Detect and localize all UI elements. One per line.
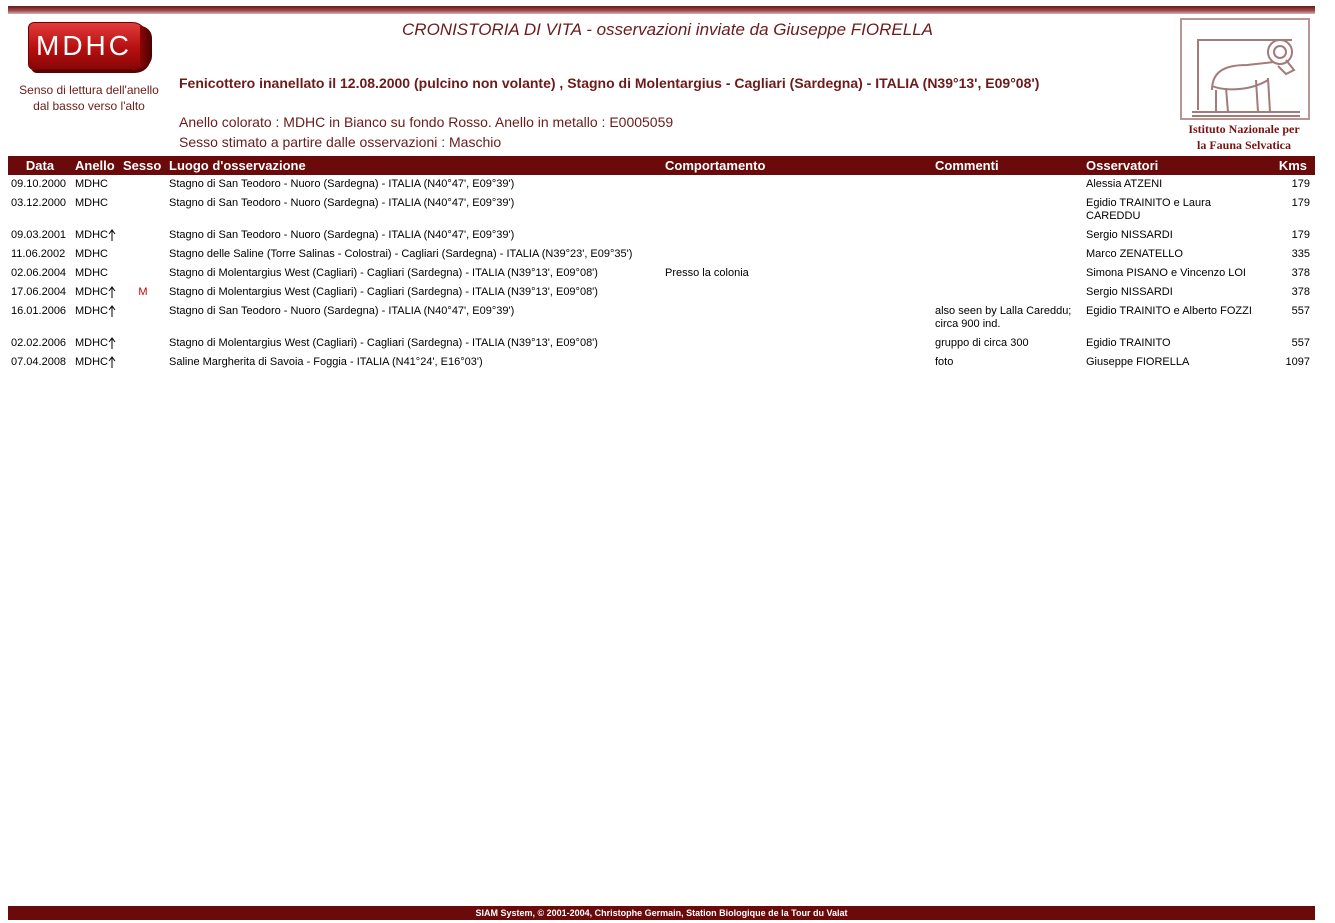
cell-comportamento xyxy=(662,194,932,226)
cell-sesso xyxy=(120,302,166,334)
cell-commenti: also seen by Lalla Careddu; circa 900 ind. xyxy=(935,305,1072,330)
cell-sesso xyxy=(120,264,166,283)
ring-code: MDHC xyxy=(75,337,108,349)
cell-sesso xyxy=(120,226,166,245)
institute-logo xyxy=(1176,18,1312,152)
cell-luogo: Stagno di Molentargius West (Cagliari) - Cagliari (Sardegna) - ITALIA (N39°13', E09°08') xyxy=(169,286,598,298)
cell-commenti xyxy=(932,283,1083,302)
cell-comportamento: Presso la colonia xyxy=(665,267,749,279)
cell-data: 09.10.2000 xyxy=(11,178,67,190)
cell-kms: 557 xyxy=(1291,337,1310,349)
cell-data: 09.03.2001 xyxy=(11,229,67,241)
ring-code: MDHC xyxy=(75,305,108,317)
cell-anello xyxy=(72,245,120,264)
ring-code: MDHC xyxy=(75,286,108,298)
reading-direction-arrow-icon xyxy=(108,305,116,318)
table-row xyxy=(8,283,1315,302)
observations-table xyxy=(8,156,1315,372)
cell-osservatori: Egidio TRAINITO e Laura CAREDDU xyxy=(1086,197,1211,222)
cell-anello xyxy=(72,334,120,353)
cell-data: 02.02.2006 xyxy=(11,337,67,349)
cell-commenti xyxy=(932,226,1083,245)
cell-osservatori: Sergio NISSARDI xyxy=(1086,286,1173,298)
reading-direction-arrow-icon xyxy=(108,337,116,350)
top-decorative-bar xyxy=(8,6,1315,14)
page-title: CRONISTORIA DI VITA - osservazioni inviate da Giuseppe FIORELLA xyxy=(402,20,933,39)
cell-anello xyxy=(72,353,120,372)
header-data: Data xyxy=(8,156,72,175)
cell-kms: 557 xyxy=(1291,305,1310,317)
table-row xyxy=(8,175,1315,194)
cell-comportamento xyxy=(662,175,932,194)
table-row xyxy=(8,194,1315,226)
cell-comportamento xyxy=(662,334,932,353)
cell-luogo: Saline Margherita di Savoia - Foggia - ITALIA (N41°24', E16°03') xyxy=(169,356,483,368)
cell-anello xyxy=(72,264,120,283)
cell-anello xyxy=(72,175,120,194)
table-row xyxy=(8,334,1315,353)
cell-data: 02.06.2004 xyxy=(11,267,67,279)
cell-commenti: gruppo di circa 300 xyxy=(935,337,1029,349)
cell-sesso: M xyxy=(138,286,148,298)
cell-anello xyxy=(72,302,120,334)
ring-code: MDHC xyxy=(75,178,108,190)
sex-info: Sesso stimato a partire dalle osservazioni : Maschio xyxy=(179,134,502,150)
ring-code: MDHC xyxy=(75,248,108,260)
cell-luogo: Stagno di San Teodoro - Nuoro (Sardegna) - ITALIA (N40°47', E09°39') xyxy=(169,178,515,190)
cell-sesso xyxy=(120,245,166,264)
cell-kms: 335 xyxy=(1291,248,1310,260)
ring-code: MDHC xyxy=(75,267,108,279)
cell-luogo: Stagno di Molentargius West (Cagliari) - Cagliari (Sardegna) - ITALIA (N39°13', E09°08') xyxy=(169,337,598,349)
cell-kms: 179 xyxy=(1291,197,1310,209)
cell-data: 03.12.2000 xyxy=(11,197,67,209)
cell-luogo: Stagno di San Teodoro - Nuoro (Sardegna) - ITALIA (N40°47', E09°39') xyxy=(169,305,515,317)
table-row xyxy=(8,226,1315,245)
cell-sesso xyxy=(120,353,166,372)
table-header-row xyxy=(8,156,1315,175)
cell-comportamento xyxy=(662,353,932,372)
cell-data: 17.06.2004 xyxy=(11,286,67,298)
cell-anello xyxy=(72,194,120,226)
cell-sesso xyxy=(120,175,166,194)
cell-commenti xyxy=(932,245,1083,264)
reading-direction-arrow-icon xyxy=(108,229,116,242)
reading-note-line-1: Senso di lettura dell'anello xyxy=(19,83,159,97)
cell-luogo: Stagno di Molentargius West (Cagliari) - Cagliari (Sardegna) - ITALIA (N39°13', E09°08') xyxy=(169,267,598,279)
cell-comportamento xyxy=(662,245,932,264)
reading-note-line-2: dal basso verso l'alto xyxy=(33,99,145,113)
cell-kms: 378 xyxy=(1291,286,1310,298)
ringing-subtitle: Fenicottero inanellato il 12.08.2000 (pulcino non volante) , Stagno di Molentargius - Cagliari (Sardegna) - ITALIA (N39°13', E09°08') xyxy=(179,75,1040,91)
reading-direction-arrow-icon xyxy=(108,356,116,369)
cell-osservatori: Sergio NISSARDI xyxy=(1086,229,1173,241)
cell-osservatori: Simona PISANO e Vincenzo LOI xyxy=(1086,267,1246,279)
cell-kms: 179 xyxy=(1291,178,1310,190)
header-commenti: Commenti xyxy=(932,156,1083,175)
institute-emblem-frame xyxy=(1180,18,1310,120)
ring-logo-text: MDHC xyxy=(36,30,132,61)
cell-sesso xyxy=(120,334,166,353)
header-kms: Kms xyxy=(1263,156,1315,175)
cell-data: 07.04.2008 xyxy=(11,356,67,368)
cell-commenti xyxy=(932,194,1083,226)
table-row xyxy=(8,302,1315,334)
ring-code: MDHC xyxy=(75,197,108,209)
ring-code: MDHC xyxy=(75,229,108,241)
header-comportamento: Comportamento xyxy=(662,156,932,175)
cell-luogo: Stagno delle Saline (Torre Salinas - Colostrai) - Cagliari (Sardegna) - ITALIA (N39°23', E09°35') xyxy=(169,248,633,260)
cell-kms: 179 xyxy=(1291,229,1310,241)
header-sesso: Sesso xyxy=(120,156,166,175)
cell-comportamento xyxy=(662,226,932,245)
cell-anello xyxy=(72,283,120,302)
table-row xyxy=(8,353,1315,372)
cell-data: 16.01.2006 xyxy=(11,305,67,317)
ibex-emblem-icon xyxy=(1182,20,1308,118)
cell-luogo: Stagno di San Teodoro - Nuoro (Sardegna) - ITALIA (N40°47', E09°39') xyxy=(169,229,515,241)
cell-osservatori: Egidio TRAINITO xyxy=(1086,337,1171,349)
footer-credits: SIAM System, © 2001-2004, Christophe Germain, Station Biologique de la Tour du Valat xyxy=(8,906,1315,920)
cell-data: 11.06.2002 xyxy=(11,248,66,260)
cell-comportamento xyxy=(662,302,932,334)
cell-kms: 1097 xyxy=(1285,356,1310,368)
cell-commenti: foto xyxy=(935,356,954,368)
cell-commenti xyxy=(932,264,1083,283)
header-osservatori: Osservatori xyxy=(1083,156,1263,175)
institute-name-line-2: la Fauna Selvatica xyxy=(1196,138,1291,152)
cell-luogo: Stagno di San Teodoro - Nuoro (Sardegna) - ITALIA (N40°47', E09°39') xyxy=(169,197,515,209)
table-row xyxy=(8,264,1315,283)
cell-kms: 378 xyxy=(1291,267,1310,279)
cell-sesso xyxy=(120,194,166,226)
cell-osservatori: Alessia ATZENI xyxy=(1086,178,1163,190)
ring-reading-note xyxy=(6,82,172,114)
ring-info: Anello colorato : MDHC in Bianco su fondo Rosso. Anello in metallo : E0005059 xyxy=(179,114,674,130)
reading-direction-arrow-icon xyxy=(108,286,116,299)
cell-anello xyxy=(72,226,120,245)
institute-name-line-1: Istituto Nazionale per xyxy=(1188,122,1300,136)
cell-comportamento xyxy=(662,283,932,302)
header-anello: Anello xyxy=(72,156,120,175)
cell-commenti xyxy=(932,175,1083,194)
cell-osservatori: Marco ZENATELLO xyxy=(1086,248,1183,260)
header-luogo: Luogo d'osservazione xyxy=(166,156,662,175)
cell-osservatori: Giuseppe FIORELLA xyxy=(1086,356,1190,368)
ring-code: MDHC xyxy=(75,356,108,368)
table-row xyxy=(8,245,1315,264)
cell-osservatori: Egidio TRAINITO e Alberto FOZZI xyxy=(1086,305,1252,317)
